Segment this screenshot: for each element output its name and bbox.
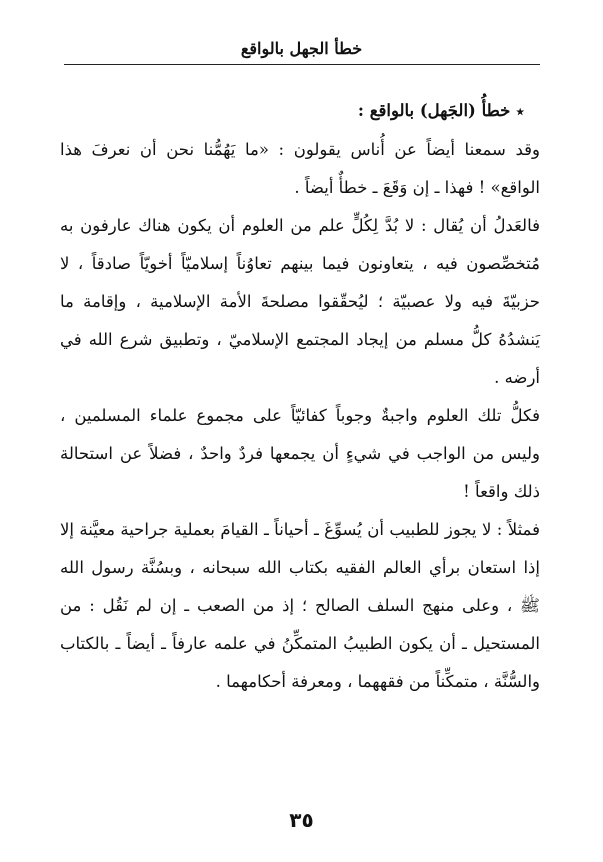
- page-number: ٣٥: [289, 808, 314, 832]
- header-divider: [64, 64, 540, 65]
- star-bullet-icon: ٭: [516, 104, 524, 120]
- running-header: خطأ الجهل بالواقع: [240, 39, 363, 58]
- section-heading-text: خطأُ (الجَهل) بالواقع :: [357, 101, 511, 120]
- paragraph-4: فمثلاً : لا يجوز للطبيب أن يُسوِّغَ ـ أحياناً ـ القيامَ بعملية جراحية معيَّنة إلا إذا استعان برأي العالم الفقيه بكتاب الله سبحانه ، وبسُنَّة رسول الله ﷺ ، وعلى منهج السلف الصالح ؛ إذ من الصعب ـ إن لم نَقُل : من المستحيل ـ أن يكون الطبيبُ المتمكِّنُ في علمه عارفاً ـ أيضاً ـ بالكتاب والسُّنَّة ، متمكِّناً من فقههما ، ومعرفة أحكامهما .: [60, 520, 540, 691]
- paragraph-3: فكلُّ تلك العلوم واجبةٌ وجوباً كفائيّاً على مجموع علماء المسلمين ، وليس من الواجب في شيءٍ أن يجمعها فردٌ واحدٌ ، فضلاً عن استحالة ذلك واقعاً !: [60, 406, 540, 501]
- page-body: [60, 92, 540, 701]
- paragraph-2: فالعَدلُ أن يُقال : لا بُدَّ لِكُلٍّ علم من العلوم أن يكون هناك عارفون به مُتخصِّصون فيه ، يتعاونون فيما بينهم تعاوُناً إسلاميّاً أخويّاً صادقاً ، لا حزبيّةَ فيه ولا عصبيّة ؛ ليُحقّقوا مصلحةَ الأمة الإسلامية ، وإقامة ما يَنشدُهُ كلُّ مسلم من إيجاد المجتمع الإسلاميّ ، وتطبيق شرع الله في أرضه .: [60, 216, 540, 387]
- section-heading: [60, 92, 540, 131]
- paragraph-1: وقد سمعنا أيضاً عن أُناس يقولون : «ما يَهُمُّنا نحن أن نعرفَ هذا الواقع» ! فهذا ـ إن وَقَعَ ـ خطأٌ أيضاً .: [60, 140, 540, 197]
